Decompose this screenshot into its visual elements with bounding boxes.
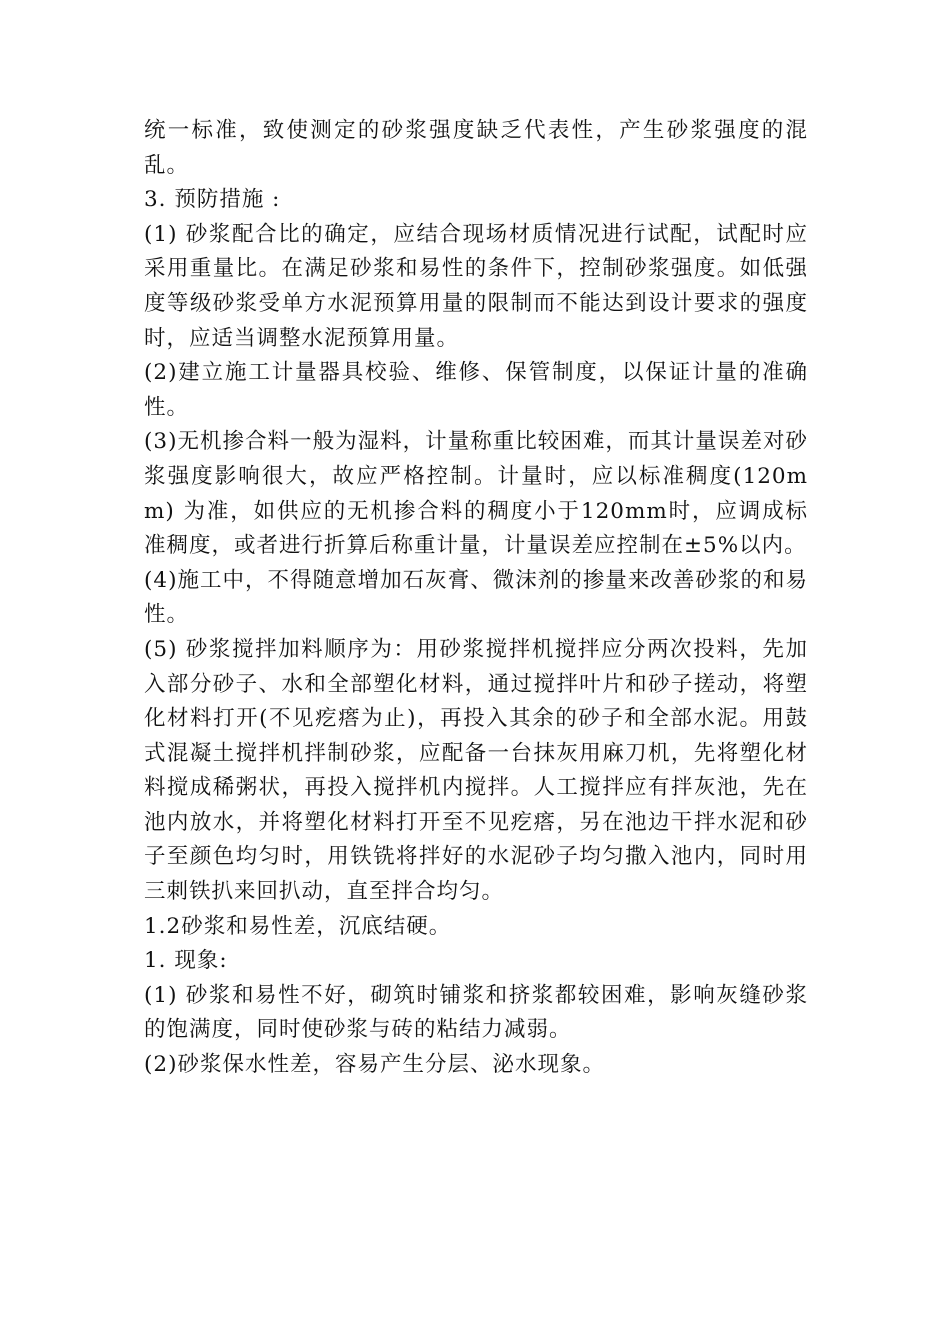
document-body (144, 114, 808, 1083)
paragraph-measure-5: (5) 砂浆搅拌加料顺序为：用砂浆搅拌机搅拌应分两次投料，先加入部分砂子、水和全部塑化材料，通过搅拌叶片和砂子搓动，将塑化材料打开(不见疙瘩为止)，再投入其余的砂子和全部水泥。用鼓式混凝土搅拌机拌制砂浆，应配备一台抹灰用麻刀机，先将塑化材料搅成稀粥状，再投入搅拌机内搅拌。人工搅拌应有拌灰池，先在池内放水，并将塑化材料打开至不见疙瘩，另在池边干拌水泥和砂子至颜色均匀时，用铁铣将拌好的水泥砂子均匀撒入池内，同时用三刺铁扒来回扒动，直至拌合均匀。 (144, 636, 808, 905)
heading-phenomenon: 1. 现象: (144, 948, 228, 974)
paragraph-continuation: 统一标准，致使测定的砂浆强度缺乏代表性，产生砂浆强度的混乱。 (144, 118, 808, 178)
paragraph-phenomenon-1: (1) 砂浆和易性不好，砌筑时铺浆和挤浆都较困难，影响灰缝砂浆的饱满度，同时使砂浆与砖的粘结力减弱。 (144, 982, 808, 1043)
heading-prevention-measures: 3. 预防措施 : (144, 187, 281, 213)
section-heading-1-2: 1.2砂浆和易性差，沉底结硬。 (144, 913, 452, 939)
paragraph-phenomenon-2: (2)砂浆保水性差，容易产生分层、泌水现象。 (144, 1052, 605, 1078)
paragraph-measure-4: (4)施工中，不得随意增加石灰膏、微沫剂的掺量来改善砂浆的和易性。 (144, 567, 808, 628)
paragraph-measure-3: (3)无机掺合料一般为湿料，计量称重比较困难，而其计量误差对砂浆强度影响很大，故应严格控制。计量时，应以标准稠度(120mm) 为准，如供应的无机掺合料的稠度小于120mm时，应调成标准稠度，或者进行折算后称重计量，计量误差应控制在±5%以内。 (144, 429, 808, 559)
paragraph-measure-2: (2)建立施工计量器具校验、维修、保管制度，以保证计量的准确性。 (144, 360, 808, 420)
paragraph-measure-1: (1) 砂浆配合比的确定，应结合现场材质情况进行试配，试配时应采用重量比。在满足砂浆和易性的条件下，控制砂浆强度。如低强度等级砂浆受单方水泥预算用量的限制而不能达到设计要求的强度时，应适当调整水泥预算用量。 (144, 221, 808, 351)
